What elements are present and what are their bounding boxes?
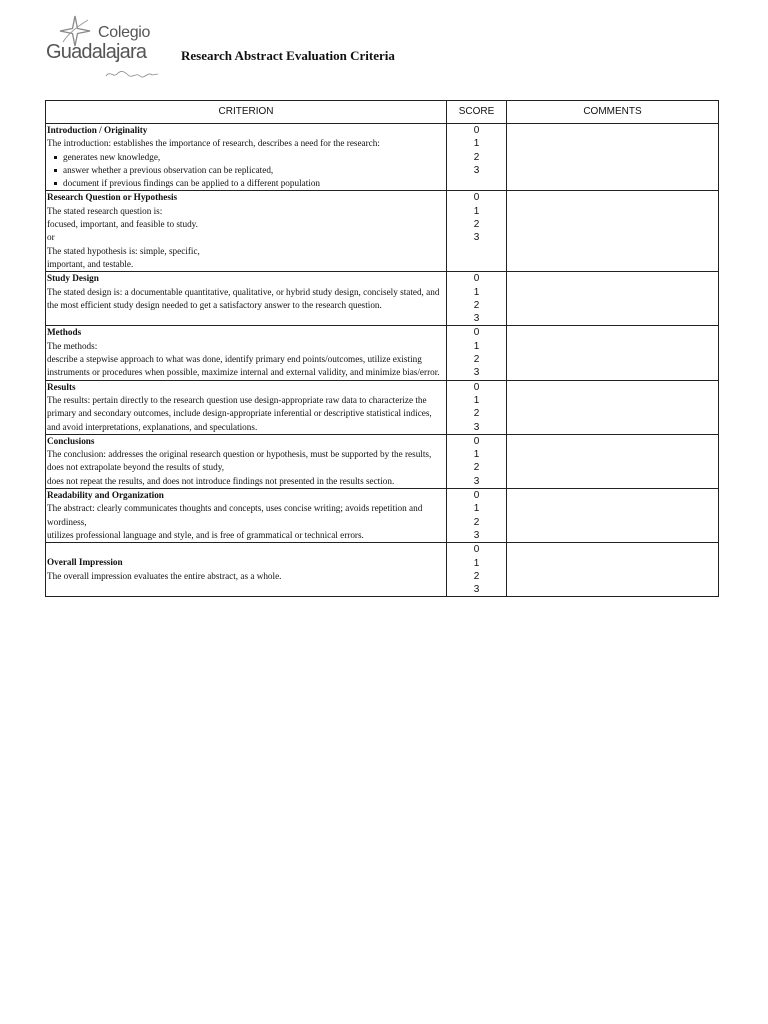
criterion-title: Results <box>47 381 76 392</box>
table-row <box>46 543 719 597</box>
comments-cell[interactable] <box>507 124 719 191</box>
score-option-0: 0 <box>473 327 480 339</box>
score-option-3: 3 <box>473 164 480 176</box>
score-option-0: 0 <box>473 273 480 285</box>
list-item: generates new knowledge, <box>63 151 445 164</box>
score-option-1: 1 <box>473 394 480 406</box>
score-cell <box>447 124 507 191</box>
criterion-cell <box>46 380 447 434</box>
document-title: Research Abstract Evaluation Criteria <box>181 48 395 63</box>
criterion-title: Overall Impression <box>47 557 123 568</box>
criterion-text: The conclusion: addresses the original research question or hypothesis, must be supported by the results, does not extrapolate beyond the results of study, <box>47 449 432 473</box>
criterion-cell <box>46 489 447 543</box>
criterion-text: The abstract: clearly communicates thoughts and concepts, uses concise writing; avoids repetition and wordiness, <box>47 503 423 527</box>
criterion-cell <box>46 124 447 191</box>
score-cell <box>447 489 507 543</box>
table-row <box>46 434 719 488</box>
score-option-0: 0 <box>473 544 480 556</box>
school-logo <box>44 10 164 80</box>
score-option-2: 2 <box>473 516 480 528</box>
criterion-text: The methods: <box>47 340 98 351</box>
logo-main-word: Guadalajara <box>46 41 147 63</box>
criterion-text: The overall impression evaluates the entire abstract, as a whole. <box>47 570 282 581</box>
score-cell <box>447 434 507 488</box>
criterion-cell <box>46 191 447 272</box>
criterion-text: describe a stepwise approach to what was done, identify primary end points/outcomes, utilize existing instruments or procedures when possible, maximize internal and external validity, and minimize bias/error. <box>47 354 440 378</box>
comments-cell[interactable] <box>507 434 719 488</box>
score-option-2: 2 <box>473 462 480 474</box>
comments-cell[interactable] <box>507 191 719 272</box>
criterion-title: Readability and Organization <box>47 490 164 501</box>
list-item: answer whether a previous observation can be replicated, <box>63 164 445 177</box>
comments-cell[interactable] <box>507 543 719 597</box>
score-option-1: 1 <box>473 286 480 298</box>
comments-cell[interactable] <box>507 326 719 380</box>
score-option-3: 3 <box>473 584 480 596</box>
score-option-1: 1 <box>473 503 480 515</box>
evaluation-criteria-table <box>45 100 719 597</box>
criterion-title: Conclusions <box>47 435 95 446</box>
table-row <box>46 124 719 191</box>
table-header-row <box>46 101 719 124</box>
criterion-cell <box>46 543 447 597</box>
criterion-text: or <box>47 232 55 243</box>
criterion-text: The introduction: establishes the importance of research, describes a need for the research: <box>47 138 380 149</box>
criterion-cell <box>46 326 447 380</box>
criterion-title: Study Design <box>47 273 99 284</box>
row-spacer <box>47 543 445 556</box>
criterion-text: The stated hypothesis is: simple, specific, <box>47 245 200 256</box>
score-option-2: 2 <box>473 408 480 420</box>
score-option-0: 0 <box>473 490 480 502</box>
criterion-text: important, and testable. <box>47 258 134 269</box>
score-option-2: 2 <box>473 219 480 231</box>
score-cell <box>447 380 507 434</box>
score-option-1: 1 <box>473 557 480 569</box>
score-option-3: 3 <box>473 367 480 379</box>
score-option-0: 0 <box>473 435 480 447</box>
comments-cell[interactable] <box>507 489 719 543</box>
score-cell <box>447 191 507 272</box>
comments-header: COMMENTS <box>507 101 719 124</box>
score-option-3: 3 <box>473 421 480 433</box>
criterion-cell <box>46 434 447 488</box>
score-option-0: 0 <box>473 125 480 136</box>
logo-top-word: Colegio <box>98 24 151 41</box>
criterion-title: Introduction / Originality <box>47 125 148 135</box>
table-row <box>46 489 719 543</box>
logo-signature-icon <box>104 68 160 80</box>
table-row <box>46 326 719 380</box>
score-option-0: 0 <box>473 381 480 393</box>
score-option-3: 3 <box>473 475 480 487</box>
criterion-text: does not repeat the results, and does not introduce findings not presented in the results section. <box>47 475 395 486</box>
score-cell <box>447 543 507 597</box>
criterion-text: The results: pertain directly to the research question use design-appropriate raw data to characterize the primary and secondary outcomes, include design-appropriate inferential or descriptive statistical indices, and avoid interpretations, explanations, and speculations. <box>47 394 432 432</box>
score-option-2: 2 <box>473 299 480 311</box>
criterion-text: focused, important, and feasible to study. <box>47 219 198 230</box>
score-option-3: 3 <box>473 232 480 244</box>
score-option-1: 1 <box>473 138 480 150</box>
criterion-title: Research Question or Hypothesis <box>47 192 178 203</box>
list-item: document if previous findings can be applied to a different population <box>63 177 445 190</box>
table-row <box>46 191 719 272</box>
score-option-1: 1 <box>473 205 480 217</box>
table-row <box>46 272 719 326</box>
score-option-2: 2 <box>473 354 480 366</box>
score-cell <box>447 326 507 380</box>
comments-cell[interactable] <box>507 272 719 326</box>
criterion-text: The stated design is: a documentable quantitative, qualitative, or hybrid study design, concisely stated, and the most efficient study design needed to get a satisfactory answer to the research question. <box>47 286 440 310</box>
score-option-3: 3 <box>473 313 480 325</box>
criterion-title: Methods <box>47 327 82 338</box>
criterion-text: utilizes professional language and style, and is free of grammatical or technical errors. <box>47 529 364 540</box>
score-option-1: 1 <box>473 449 480 461</box>
criterion-header: CRITERION <box>46 101 447 124</box>
table-row <box>46 380 719 434</box>
criterion-cell <box>46 272 447 326</box>
score-option-2: 2 <box>473 570 480 582</box>
criterion-text: The stated research question is: <box>47 205 163 216</box>
score-option-2: 2 <box>473 151 480 163</box>
score-cell <box>447 272 507 326</box>
score-header: SCORE <box>447 101 507 124</box>
criterion-bullet-list <box>47 151 445 191</box>
comments-cell[interactable] <box>507 380 719 434</box>
score-option-3: 3 <box>473 529 480 541</box>
score-option-1: 1 <box>473 340 480 352</box>
score-option-0: 0 <box>473 192 480 204</box>
